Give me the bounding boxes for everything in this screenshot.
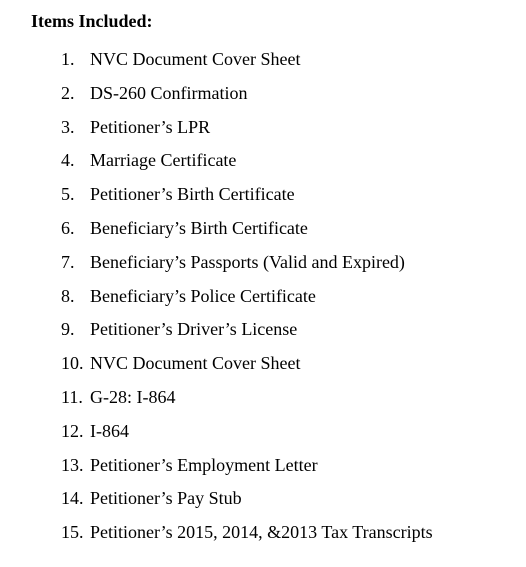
item-text: Petitioner’s Employment Letter (90, 454, 318, 475)
item-number: 6. (61, 217, 75, 238)
item-number: 5. (61, 184, 75, 205)
item-text: G-28: I-864 (90, 386, 176, 407)
item-number: 4. (61, 150, 75, 171)
item-text: Petitioner’s Birth Certificate (90, 184, 295, 205)
section-heading: Items Included: (31, 11, 153, 31)
item-number: 3. (61, 116, 75, 137)
item-number: 15. (61, 522, 84, 543)
item-number: 14. (61, 488, 84, 509)
item-number: 9. (61, 319, 75, 340)
item-text: NVC Document Cover Sheet (90, 49, 301, 69)
item-number: 2. (61, 82, 75, 103)
item-number: 8. (61, 285, 75, 306)
item-text: NVC Document Cover Sheet (90, 353, 301, 374)
item-number: 10. (61, 353, 84, 374)
item-number: 13. (61, 454, 84, 475)
item-text: Beneficiary’s Police Certificate (90, 285, 316, 306)
item-text: Petitioner’s 2015, 2014, &2013 Tax Transcripts (90, 522, 433, 543)
item-text: Beneficiary’s Birth Certificate (90, 217, 308, 238)
item-text: DS-260 Confirmation (90, 82, 248, 103)
item-number: 12. (61, 420, 84, 441)
item-text: Beneficiary’s Passports (Valid and Expired) (90, 251, 405, 272)
item-text: Petitioner’s Pay Stub (90, 488, 242, 509)
item-number: 1. (61, 49, 75, 69)
item-text: I-864 (90, 420, 129, 441)
item-number: 7. (61, 251, 75, 272)
item-text: Petitioner’s Driver’s License (90, 319, 298, 340)
item-text: Marriage Certificate (90, 150, 237, 171)
item-text: Petitioner’s LPR (90, 116, 211, 137)
item-number: 11. (61, 386, 83, 407)
